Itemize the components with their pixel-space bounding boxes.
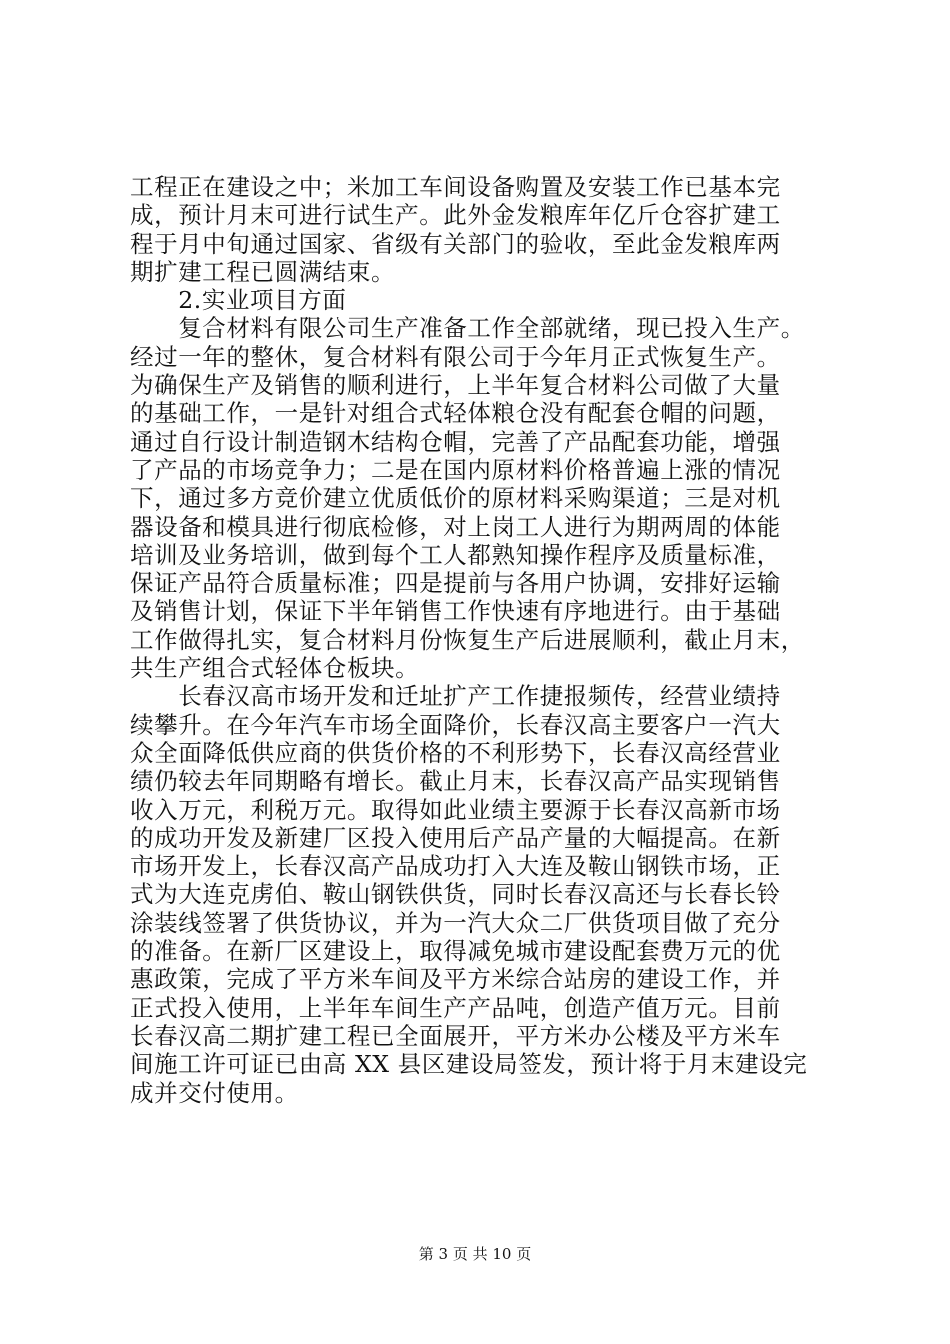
text-line: 保证产品符合质量标准；四是提前与各用户协调，安排好运输 xyxy=(130,569,781,598)
text-line: 为确保生产及销售的顺利进行，上半年复合材料公司做了大量 xyxy=(130,371,781,400)
text-line: 间施工许可证已由高 XX 县区建设局签发，预计将于月末建设完 xyxy=(130,1050,808,1079)
page-footer: 第 3 页 共 10 页 xyxy=(418,1245,532,1263)
text-line: 成并交付使用。 xyxy=(130,1078,299,1107)
text-line: 经过一年的整休，复合材料有限公司于今年月正式恢复生产。 xyxy=(130,342,781,371)
text-line: 续攀升。在今年汽车市场全面降价，长春汉高主要客户一汽大 xyxy=(130,710,781,739)
text-line: 期扩建工程已圆满结束。 xyxy=(130,257,396,286)
text-line: 的准备。在新厂区建设上，取得减免城市建设配套费万元的优 xyxy=(130,937,781,966)
text-line: 式为大连克虏伯、鞍山钢铁供货，同时长春汉高还与长春长铃 xyxy=(130,880,781,909)
text-line: 市场开发上，长春汉高产品成功打入大连及鞍山钢铁市场，正 xyxy=(130,852,781,881)
text-line: 的成功开发及新建厂区投入使用后产品产量的大幅提高。在新 xyxy=(130,823,781,852)
text-line: 工程正在建设之中；米加工车间设备购置及安装工作已基本完 xyxy=(130,173,781,201)
text-line: 复合材料有限公司生产准备工作全部就绪，现已投入生产。 xyxy=(130,314,805,343)
text-line: 下，通过多方竞价建立优质低价的原材料采购渠道；三是对机 xyxy=(130,484,781,513)
text-line: 的基础工作，一是针对组合式轻体粮仓没有配套仓帽的问题， xyxy=(130,399,781,428)
text-line: 了产品的市场竞争力；二是在国内原材料价格普遍上涨的情况 xyxy=(130,455,781,484)
text-line: 共生产组合式轻体仓板块。 xyxy=(130,654,420,683)
text-line: 长春汉高二期扩建工程已全面展开，平方米办公楼及平方米车 xyxy=(130,1021,781,1050)
text-line: 成，预计月末可进行试生产。此外金发粮库年亿斤仓容扩建工 xyxy=(130,201,781,230)
text-line: 培训及业务培训，做到每个工人都熟知操作程序及质量标准， xyxy=(130,540,781,569)
text-line: 及销售计划，保证下半年销售工作快速有序地进行。由于基础 xyxy=(130,597,781,626)
text-line: 涂装线签署了供货协议，并为一汽大众二厂供货项目做了充分 xyxy=(130,908,781,937)
text-line: 正式投入使用，上半年车间生产产品吨，创造产值万元。目前 xyxy=(130,993,781,1022)
text-line: 工作做得扎实，复合材料月份恢复生产后进展顺利，截止月末， xyxy=(130,625,805,654)
text-line: 程于月中旬通过国家、省级有关部门的验收，至此金发粮库两 xyxy=(130,229,781,258)
text-line: 器设备和模具进行彻底检修，对上岗工人进行为期两周的体能 xyxy=(130,512,781,541)
text-line: 收入万元，利税万元。取得如此业绩主要源于长春汉高新市场 xyxy=(130,795,781,824)
text-line: 通过自行设计制造钢木结构仓帽，完善了产品配套功能，增强 xyxy=(130,427,781,456)
text-line: 惠政策，完成了平方米车间及平方米综合站房的建设工作，并 xyxy=(130,965,781,994)
text-line: 长春汉高市场开发和迁址扩产工作捷报频传，经营业绩持 xyxy=(130,682,781,711)
text-line: 众全面降低供应商的供货价格的不利形势下，长春汉高经营业 xyxy=(130,738,781,767)
document-body xyxy=(130,173,830,1107)
section-heading: 2.实业项目方面 xyxy=(130,286,347,315)
text-line: 绩仍较去年同期略有增长。截止月末，长春汉高产品实现销售 xyxy=(130,767,781,796)
